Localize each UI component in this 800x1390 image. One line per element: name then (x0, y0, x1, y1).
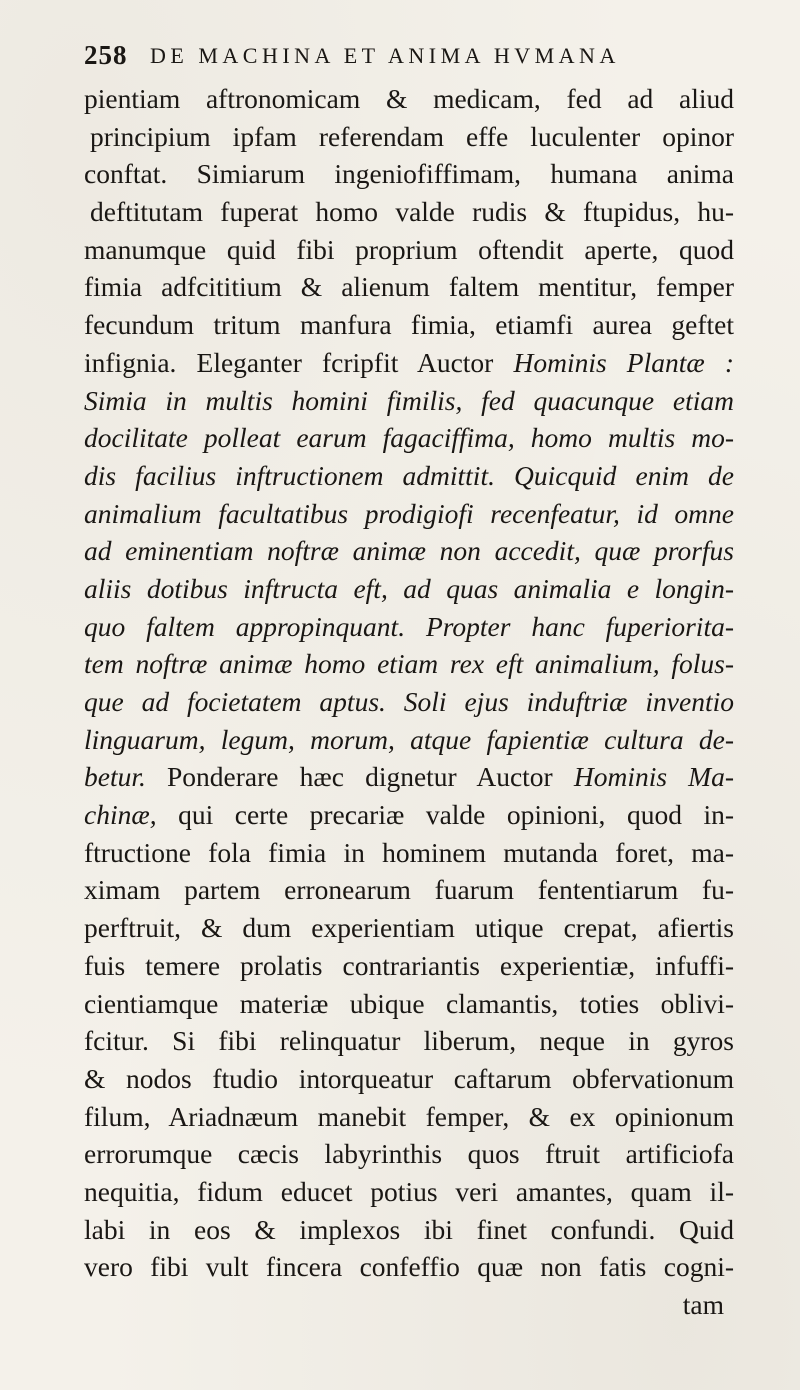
text-line (84, 1098, 734, 1136)
roman-span: manumque quid fibi proprium oftendit aperte, quod (84, 233, 734, 265)
italic-span: tem noftræ animæ homo etiam rex eft animalium, folus- (84, 648, 734, 680)
italic-span: quo faltem appropinquant. Propter hanc fuperiorita- (84, 610, 734, 642)
italic-span: Simia in multis homini fimilis, fed quacunque etiam (84, 384, 734, 416)
roman-span: principium ipfam referendam effe luculenter opinor (90, 120, 734, 152)
roman-span: pientiam aftronomicam & medicam, fed ad aliud (84, 83, 734, 114)
italic-span: aliis dotibus inftructa eft, ad quas animalia e longin- (84, 572, 734, 604)
roman-span: conftat. Simiarum ingeniofiffimam, humana anima (84, 158, 734, 190)
page-number: 258 (84, 40, 128, 70)
roman-span: ftructione fola fimia in hominem mutanda foret, ma- (84, 836, 734, 868)
text-line (84, 1211, 734, 1249)
running-title: DE MACHINA ET ANIMA HVMANA (150, 43, 620, 68)
roman-span: deftitutam fuperat homo valde rudis & ftupidus, hu- (90, 196, 734, 228)
italic-span: que ad focietatem aptus. Soli ejus induftriæ inventio (84, 686, 734, 717)
roman-span: filum, Ariadnæum manebit femper, & ex opinionum (84, 1100, 734, 1132)
roman-span: & nodos ftudio intorqueatur caftarum obfervationum (84, 1062, 734, 1094)
italic-span: animalium facultatibus prodigiofi recenfeatur, id omne (84, 497, 734, 529)
running-head (84, 36, 724, 76)
italic-span: betur. (84, 761, 146, 793)
text-line (84, 1173, 734, 1211)
text-line (84, 985, 734, 1023)
roman-span: qui certe precariæ valde opinioni, quod in- (156, 799, 734, 831)
text-line (84, 419, 734, 457)
roman-span: perftruit, & dum experientiam utique crepat, afiertis (84, 912, 734, 944)
text-line (84, 1060, 734, 1098)
text-line (84, 1135, 734, 1173)
roman-span: vero fibi vult fincera confeffio quæ non fatis cogni- (84, 1251, 734, 1283)
text-line (84, 1022, 734, 1060)
text-line (84, 457, 734, 495)
italic-span: ad eminentiam noftræ animæ non accedit, quæ prorfus (84, 535, 734, 567)
roman-span: fecundum tritum manfura fimia, etiamfi aurea geftet (84, 309, 734, 341)
text-line (84, 608, 734, 646)
text-line (84, 118, 734, 156)
text-line (84, 834, 734, 872)
roman-span: nequitia, fidum educet potius veri amantes, quam il- (84, 1175, 734, 1207)
text-line (84, 231, 734, 269)
italic-span: Hominis Ma- (573, 761, 734, 793)
text-line (84, 268, 734, 306)
text-line (84, 495, 734, 533)
italic-span: Hominis Plantæ : (513, 346, 734, 378)
text-line (84, 721, 734, 759)
catchword: tam (682, 1289, 724, 1320)
roman-span: labi in eos & implexos ibi finet confundi. Quid (84, 1213, 734, 1245)
text-line (84, 645, 734, 683)
text-line (84, 570, 734, 608)
text-line (84, 683, 734, 721)
text-line (84, 306, 734, 344)
italic-span: docilitate polleat earum fagaciffima, homo multis mo- (84, 422, 734, 454)
text-line (84, 382, 734, 420)
italic-span: linguarum, legum, morum, atque fapientiæ cultura de- (84, 723, 734, 755)
text-line (84, 80, 734, 118)
roman-span: ximam partem erronearum fuarum fententiarum fu- (84, 874, 734, 906)
text-line (84, 155, 734, 193)
text-line (84, 909, 734, 947)
text-line (84, 758, 734, 796)
roman-span: errorumque cæcis labyrinthis quos ftruit artificiofa (84, 1138, 734, 1170)
italic-span: dis facilius inftructionem admittit. Quicquid enim de (84, 459, 734, 491)
text-line (84, 193, 734, 231)
roman-span: fuis temere prolatis contrariantis experientiæ, infuffi- (84, 949, 734, 981)
roman-span: fcitur. Si fibi relinquatur liberum, neque in gyros (84, 1025, 734, 1057)
text-line (84, 344, 734, 382)
roman-span: Ponderare hæc dignetur Auctor (145, 761, 574, 793)
body-text (84, 80, 734, 1324)
roman-span: infignia. Eleganter fcripfit Auctor (84, 346, 514, 378)
text-line (84, 947, 734, 985)
italic-span: chinæ, (84, 799, 157, 831)
text-line (84, 1248, 734, 1286)
roman-span: fimia adfcititium & alienum faltem mentitur, femper (84, 271, 734, 303)
text-line (84, 532, 734, 570)
roman-span: cientiamque materiæ ubique clamantis, toties oblivi- (84, 987, 734, 1019)
text-line (84, 871, 734, 909)
text-line (84, 796, 734, 834)
